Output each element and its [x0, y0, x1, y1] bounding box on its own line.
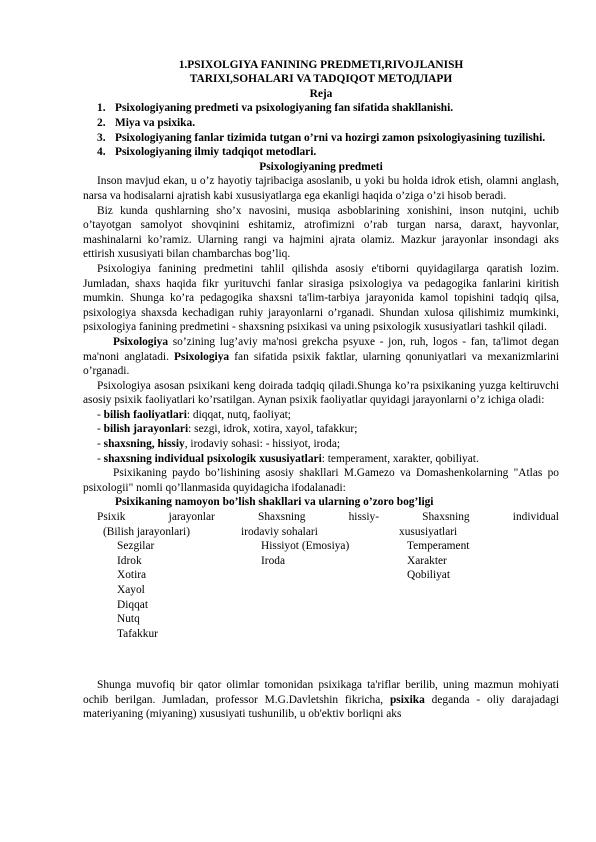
dash-item: - bilish faoliyatlari: diqqat, nutq, faoliyat;: [97, 408, 291, 421]
forms-table: [83, 510, 559, 678]
plan-item: 4. Psixologiyaning ilmiy tadqiqot metodlari.: [97, 146, 317, 159]
column-hissiy-irodaviy: [261, 539, 407, 641]
list-item: Hissiyot (Emosiya): [261, 540, 350, 553]
list-item: Iroda: [261, 554, 286, 567]
list-item: Tafakkur: [117, 627, 158, 640]
list-item: Nutq: [117, 613, 140, 626]
plan-heading: Reja: [309, 87, 333, 100]
table-heading: Psixikaning namoyon bo’lish shakllari va ularning o’zoro bog’ligi: [115, 496, 434, 509]
column-individual: [407, 539, 527, 641]
list-item: Idrok: [117, 554, 142, 567]
list-item: Xotira: [117, 569, 147, 582]
section-heading: Psixologiyaning predmeti: [259, 160, 383, 173]
paragraph-7: Shunga muvofiq bir qator olimlar tomonidan psixikaga ta'riflar berilib, uning mazmun mohiyati ochib berilgan. Jumladan, professor M.G.Davletshin fikricha, psixika deganda - oliy darajadagi materiyaning (miyaning) xususiyati tushunilib, u ob'ektiv borliqni aks: [83, 679, 559, 721]
paragraph-6: Psixikaning paydo bo’lishining asosiy shakllari M.Gamezo va Domashenkolarning "Atlas po psixologii" nomli qo’llanmasida quyidagicha ifodalanadi:: [83, 467, 559, 494]
list-item: Diqqat: [117, 598, 149, 611]
plan-item: 1. Psixologiyaning predmeti va psixologiyaning fan sifatida shakllanishi.: [97, 102, 454, 115]
paragraph-4: Psixologiya so’zining lug’aviy ma'nosi grekcha psyuxe - jon, ruh, logos - fan, ta'limot degan ma'noni anglatadi. Psixologiya fan sifatida psixik faktlar, ularning qonuniyatlari va mexanizmlarini o’rganadi.: [83, 335, 559, 378]
dash-item: - bilish jarayonlari: sezgi, idrok, xotira, xayol, tafakkur;: [97, 423, 358, 436]
paragraph-3: Psixologiya fanining predmetini tahlil qilishda asosiy e'tiborni quyidagilarga qaratish lozim. Jumladan, shaxs haqida fikr yurituvchi fanlar sirasiga psixologiya va pedagogika fanlarini kiritish mumkin. Shunga ko’ra pedagogika shaxsni ta'lim-tarbiya jarayonida kamol topishini tadqiq qilsa, psixologiya shaxsda kechadigan ruhiy jarayonlarni o’rganadi. Shundan xulosa qilishimiz mumkinki, psixologiya fanining predmetini - shaxsning psixikasi va uning psixologik xususiyatlari tashkil qiladi.: [83, 262, 559, 334]
paragraph-2: Biz kunda qushlarning sho’x navosini, musiqa asboblarining xonishini, inson nutqini, uchib o’tayotgan samolyot shovqinini eshitamiz, atrofimizni o’rab turgan narsa, daraxt, hayvonlar, mashinalarni ko’ramiz. Ularning rangi va hajmini ajrata olamiz. Mazkur jarayonlar insondagi aks ettirish xususiyati bilan chambarchas bog’liq.: [83, 204, 559, 261]
table-subheader-row: (Bilish jarayonlari) irodaviy sohalari xususiyatlari: [103, 525, 458, 538]
dash-list: [83, 408, 559, 466]
paragraph-5: Psixologiya asosan psixikani keng doirada tadqiq qiladi.Shunga ko’ra psixikaning yuzga keltiruvchi asosiy psixik faoliyatlari ko’rsatilgan. Aynan psixik faoliyatlar quyidagi jarayonlarni o’z ichiga oladi:: [83, 379, 559, 407]
list-item: Temperament: [407, 540, 470, 553]
dash-item: - shaxsning, hissiy, irodaviy sohasi: - hissiyot, iroda;: [97, 438, 341, 451]
title-line-1: 1.PSIXOLGIYA FANINING PREDMETI,RIVOJLANISH: [178, 59, 464, 71]
plan-item: 3. Psixologiyaning fanlar tizimida tutgan o’rni va hozirgi zamon psixologiyasining tuzilishi.: [97, 131, 546, 144]
list-item: Xayol: [117, 584, 145, 596]
document-page: [83, 58, 559, 722]
title-line-2: TARIXI,SOHALARI VA TADQIQOT МЕТОДЛАРИ: [189, 73, 453, 86]
dash-item: - shaxsning individual psixologik xususiyatlari: temperament, xarakter, qobiliyat.: [97, 452, 479, 465]
plan-list: [83, 101, 559, 159]
paragraph-1: Inson mavjud ekan, u o’z hayotiy tajribaciga asoslanib, u yoki bu holda idrok etish, olamni anglash, narsa va hodisalarni ajratish kabi xususiyatlarga ega ekanligi haqida o’ziga o’zi hisob beradi.: [83, 175, 559, 202]
column-psixik-jarayonlar: [83, 539, 261, 641]
list-item: Xarakter: [407, 554, 447, 567]
table-header-row: Psixik jarayonlar Shaxsning hissiy- Shaxsning individual: [97, 511, 559, 524]
plan-item: 2. Miya va psixika.: [97, 117, 196, 129]
list-item: Qobiliyat: [407, 569, 451, 582]
term-psixika: psixika: [389, 693, 425, 706]
list-item: Sezgilar: [117, 540, 155, 553]
term-psixologiya: Psixologiya: [113, 335, 169, 348]
term-psixologiya-2: Psixologiya: [174, 350, 230, 363]
